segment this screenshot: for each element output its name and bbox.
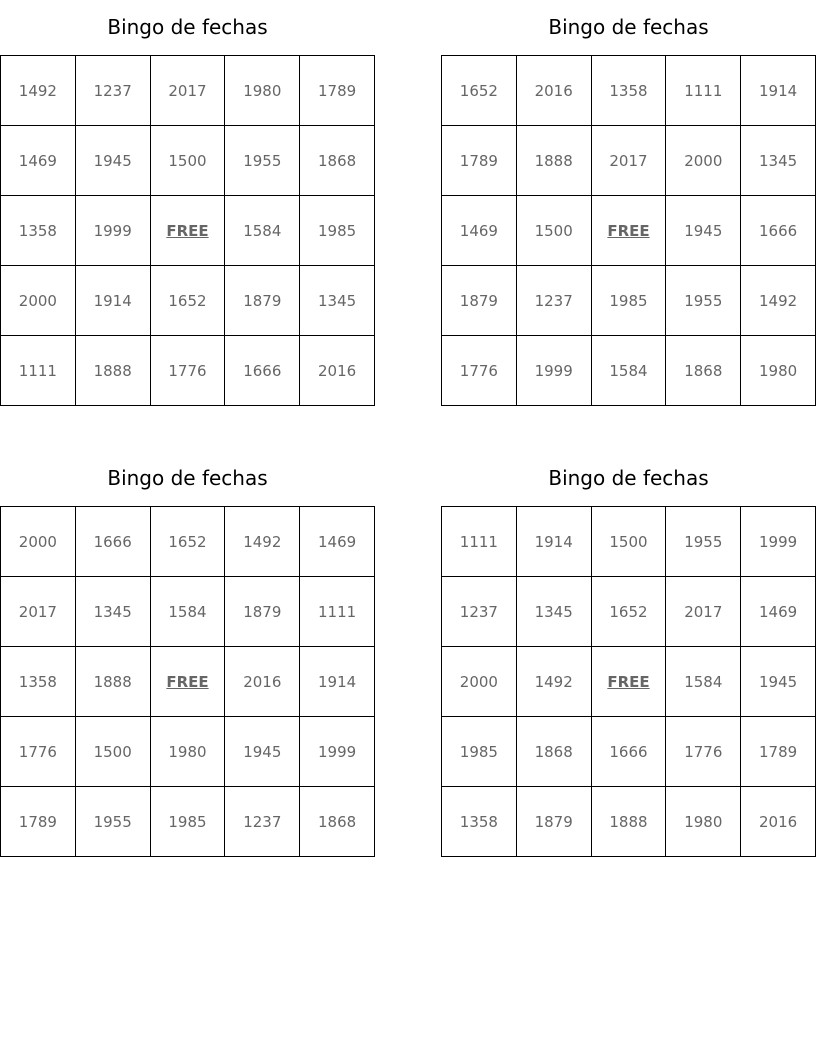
grid-cell: 2016: [741, 787, 816, 857]
grid-cell: 1914: [75, 266, 150, 336]
grid-row: [442, 196, 816, 266]
grid-row: [1, 266, 375, 336]
grid-cell: 1888: [75, 336, 150, 406]
grid-cell: 1652: [150, 266, 225, 336]
grid-row: [442, 577, 816, 647]
grid-cell: 1945: [225, 717, 300, 787]
grid-row: [442, 647, 816, 717]
free-cell: FREE: [591, 647, 666, 717]
grid-cell: 1945: [75, 126, 150, 196]
grid-cell: 1888: [591, 787, 666, 857]
grid-cell: 2017: [1, 577, 76, 647]
grid-cell: 1469: [300, 507, 375, 577]
grid-row: [442, 507, 816, 577]
grid-cell: 1358: [1, 647, 76, 717]
grid-cell: 1237: [442, 577, 517, 647]
grid-cell: 1345: [516, 577, 591, 647]
grid-cell: 1955: [666, 507, 741, 577]
grid-cell: 1500: [516, 196, 591, 266]
grid-cell: 1789: [741, 717, 816, 787]
free-cell: FREE: [150, 647, 225, 717]
grid-cell: 1358: [442, 787, 517, 857]
grid-cell: 1652: [591, 577, 666, 647]
grid-cell: 1345: [300, 266, 375, 336]
grid-row: [1, 507, 375, 577]
grid-cell: 2016: [225, 647, 300, 717]
grid-cell: 1985: [442, 717, 517, 787]
grid-cell: 1358: [591, 56, 666, 126]
grid-cell: 1914: [300, 647, 375, 717]
grid-cell: 1469: [741, 577, 816, 647]
grid-cell: 1666: [75, 507, 150, 577]
grid-cell: 1999: [300, 717, 375, 787]
grid-cell: 1345: [741, 126, 816, 196]
grid-cell: 1999: [516, 336, 591, 406]
grid-cell: 1500: [75, 717, 150, 787]
grid-cell: 1879: [442, 266, 517, 336]
grid-cell: 2000: [1, 266, 76, 336]
grid-cell: 1584: [666, 647, 741, 717]
grid-cell: 1652: [442, 56, 517, 126]
grid-row: [442, 336, 816, 406]
grid-cell: 1868: [300, 126, 375, 196]
grid-cell: 1111: [666, 56, 741, 126]
grid-cell: 1999: [741, 507, 816, 577]
grid-cell: 1888: [75, 647, 150, 717]
grid-cell: 1584: [150, 577, 225, 647]
grid-row: [1, 336, 375, 406]
grid-cell: 1500: [150, 126, 225, 196]
grid-cell: 2000: [666, 126, 741, 196]
grid-cell: 1111: [1, 336, 76, 406]
grid-cell: 1111: [300, 577, 375, 647]
grid-cell: 1955: [225, 126, 300, 196]
grid-cell: 1945: [741, 647, 816, 717]
grid-cell: 1945: [666, 196, 741, 266]
grid-cell: 2016: [516, 56, 591, 126]
grid-cell: 1955: [75, 787, 150, 857]
grid-row: [1, 126, 375, 196]
grid-cell: 1666: [741, 196, 816, 266]
grid-cell: 2000: [442, 647, 517, 717]
grid-cell: 1868: [300, 787, 375, 857]
grid-row: [1, 647, 375, 717]
grid-cell: 1776: [666, 717, 741, 787]
grid-cell: 2017: [150, 56, 225, 126]
grid-row: [442, 126, 816, 196]
grid-cell: 1914: [516, 507, 591, 577]
grid-cell: 1789: [442, 126, 517, 196]
grid-cell: 1914: [741, 56, 816, 126]
grid-cell: 1789: [300, 56, 375, 126]
grid-cell: 1985: [150, 787, 225, 857]
bingo-grid: [0, 55, 375, 406]
grid-cell: 2000: [1, 507, 76, 577]
card-title: Bingo de fechas: [107, 15, 268, 39]
grid-cell: 1789: [1, 787, 76, 857]
grid-cell: 1492: [225, 507, 300, 577]
grid-cell: 1980: [666, 787, 741, 857]
grid-cell: 1776: [150, 336, 225, 406]
grid-cell: 1358: [1, 196, 76, 266]
free-cell: FREE: [591, 196, 666, 266]
grid-cell: 1879: [225, 577, 300, 647]
grid-cell: 2016: [300, 336, 375, 406]
grid-cell: 1500: [591, 507, 666, 577]
grid-row: [442, 266, 816, 336]
grid-cell: 1776: [1, 717, 76, 787]
grid-row: [1, 787, 375, 857]
grid-cell: 1237: [225, 787, 300, 857]
grid-cell: 1492: [741, 266, 816, 336]
grid-row: [1, 577, 375, 647]
grid-row: [442, 56, 816, 126]
grid-cell: 1980: [741, 336, 816, 406]
grid-row: [1, 717, 375, 787]
grid-row: [1, 196, 375, 266]
grid-row: [1, 56, 375, 126]
grid-cell: 1469: [1, 126, 76, 196]
grid-cell: 1492: [516, 647, 591, 717]
grid-cell: 1888: [516, 126, 591, 196]
grid-cell: 1980: [150, 717, 225, 787]
grid-cell: 1469: [442, 196, 517, 266]
grid-cell: 1492: [1, 56, 76, 126]
grid-cell: 1868: [516, 717, 591, 787]
card-title: Bingo de fechas: [548, 466, 709, 490]
card-title: Bingo de fechas: [107, 466, 268, 490]
bingo-grid: [0, 506, 375, 857]
grid-cell: 1980: [225, 56, 300, 126]
grid-row: [442, 717, 816, 787]
grid-cell: 1237: [75, 56, 150, 126]
grid-cell: 1666: [225, 336, 300, 406]
bingo-grid: [441, 55, 816, 406]
grid-cell: 1879: [516, 787, 591, 857]
grid-cell: 1879: [225, 266, 300, 336]
grid-cell: 1985: [591, 266, 666, 336]
grid-cell: 1584: [591, 336, 666, 406]
grid-cell: 1985: [300, 196, 375, 266]
grid-row: [442, 787, 816, 857]
bingo-grid: [441, 506, 816, 857]
grid-cell: 1111: [442, 507, 517, 577]
grid-cell: 2017: [591, 126, 666, 196]
grid-cell: 1666: [591, 717, 666, 787]
grid-cell: 1345: [75, 577, 150, 647]
card-title: Bingo de fechas: [548, 15, 709, 39]
grid-cell: 1652: [150, 507, 225, 577]
grid-cell: 1776: [442, 336, 517, 406]
grid-cell: 2017: [666, 577, 741, 647]
free-cell: FREE: [150, 196, 225, 266]
grid-cell: 1237: [516, 266, 591, 336]
grid-cell: 1584: [225, 196, 300, 266]
grid-cell: 1999: [75, 196, 150, 266]
grid-cell: 1868: [666, 336, 741, 406]
grid-cell: 1955: [666, 266, 741, 336]
